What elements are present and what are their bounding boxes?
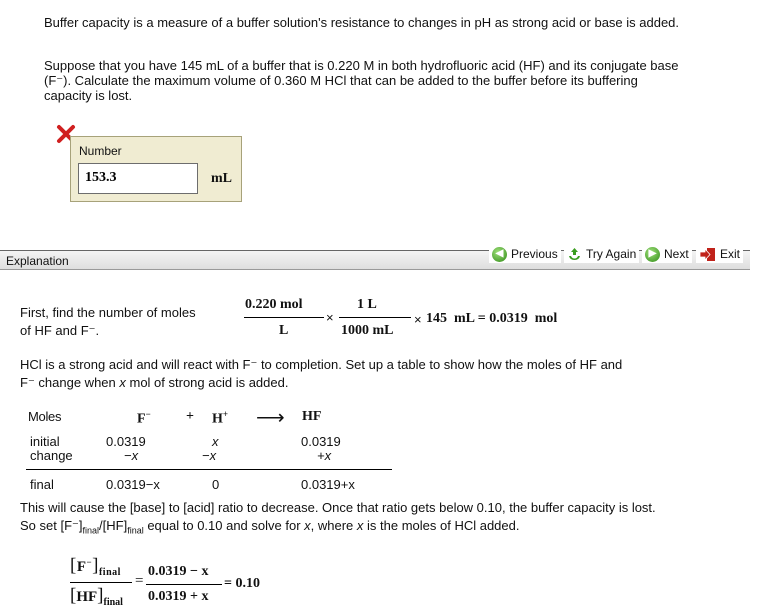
arrow-right-icon: ▶ bbox=[645, 247, 660, 262]
reaction-arrow-icon: ⟶ bbox=[256, 407, 285, 429]
step3-line1: This will cause the [base] to [acid] ratio to decrease. Once that ratio gets below 0.10, the buffer capacity is lost. bbox=[20, 500, 656, 515]
final-f: 0.0319−x bbox=[106, 477, 160, 492]
explanation-title: Explanation bbox=[6, 254, 69, 268]
table-header-plus: + bbox=[186, 409, 194, 424]
answer-panel bbox=[70, 136, 242, 202]
intro-paragraph-2: Suppose that you have 145 mL of a buffer that is 0.220 M in both hydrofluoric acid (HF) and its conjugate base (F⁻). Calculate the maximum volume of 0.360 M HCl that can be added to the buffer before its buffering capacity is lost. bbox=[44, 58, 679, 103]
fraction1-denominator: L bbox=[279, 323, 289, 338]
initial-h: x bbox=[212, 434, 219, 449]
try-again-button[interactable] bbox=[564, 245, 639, 263]
step1-result: 145 mL = 0.0319 mol bbox=[426, 311, 558, 326]
fraction1-bar bbox=[244, 317, 324, 318]
row-label-initial: initial bbox=[30, 434, 60, 449]
next-button[interactable] bbox=[642, 245, 692, 263]
eq-top-species: $[F^-]_{final}$ bbox=[70, 555, 121, 578]
table-header-moles: Moles bbox=[28, 409, 62, 424]
eq-right-denominator: 0.0319 + x bbox=[148, 589, 209, 604]
final-hf: 0.0319+x bbox=[301, 477, 355, 492]
answer-input[interactable]: 153.3 bbox=[78, 163, 198, 194]
times-sign-1: × bbox=[326, 310, 334, 325]
change-h: −x bbox=[202, 448, 217, 463]
final-h: 0 bbox=[212, 477, 220, 492]
step2-line2: F⁻ change when x mol of strong acid is added. bbox=[20, 375, 289, 390]
step1-text-line1: First, find the number of moles bbox=[20, 305, 196, 320]
fraction2-denominator: 1000 mL bbox=[341, 323, 394, 338]
step3-line2: So set $[F^-]_{final}/[HF]_{final}$ equal to 0.10 and solve for x, where x is the moles of HCl added. bbox=[20, 518, 520, 536]
previous-button[interactable] bbox=[489, 245, 561, 263]
times-sign-2: × bbox=[414, 312, 422, 327]
number-label: Number bbox=[79, 144, 122, 158]
fraction1-numerator: 0.220 mol bbox=[245, 297, 303, 312]
fraction2-numerator: 1 L bbox=[357, 297, 377, 312]
recycle-icon bbox=[567, 247, 582, 262]
try-again-label: Try Again bbox=[586, 247, 637, 261]
eq-left-bar bbox=[70, 582, 132, 583]
exit-button[interactable] bbox=[696, 245, 743, 263]
intro-paragraph-1: Buffer capacity is a measure of a buffer solution's resistance to changes in pH as strong acid or base is added. bbox=[44, 15, 680, 30]
change-f: −x bbox=[124, 448, 139, 463]
eq-right-numerator: 0.0319 − x bbox=[148, 564, 209, 579]
table-header-hf: HF bbox=[302, 409, 322, 424]
row-label-change: change bbox=[30, 448, 73, 463]
table-header-f: F− bbox=[137, 409, 151, 427]
unit-label: mL bbox=[211, 171, 232, 186]
eq-bottom-species: $[HF]_{final}$ bbox=[70, 585, 123, 608]
exit-door-icon bbox=[699, 247, 716, 262]
step2-line1: HCl is a strong acid and will react with F⁻ to completion. Set up a table to show how the moles of HF and bbox=[20, 357, 623, 372]
initial-f: 0.0319 bbox=[106, 434, 146, 449]
next-label: Next bbox=[664, 247, 689, 261]
initial-hf: 0.0319 bbox=[301, 434, 341, 449]
previous-label: Previous bbox=[511, 247, 558, 261]
step1-text-line2: of HF and F⁻. bbox=[20, 323, 100, 338]
arrow-left-icon: ◀ bbox=[492, 247, 507, 262]
eq-result: = 0.10 bbox=[224, 576, 260, 591]
eq-right-bar bbox=[146, 584, 222, 585]
table-divider bbox=[26, 469, 392, 470]
exit-label: Exit bbox=[720, 247, 741, 261]
table-header-h: H+ bbox=[212, 409, 229, 427]
eq-equals: = bbox=[135, 573, 144, 589]
fraction2-bar bbox=[339, 317, 411, 318]
row-label-final: final bbox=[30, 477, 54, 492]
change-hf: +x bbox=[317, 448, 332, 463]
